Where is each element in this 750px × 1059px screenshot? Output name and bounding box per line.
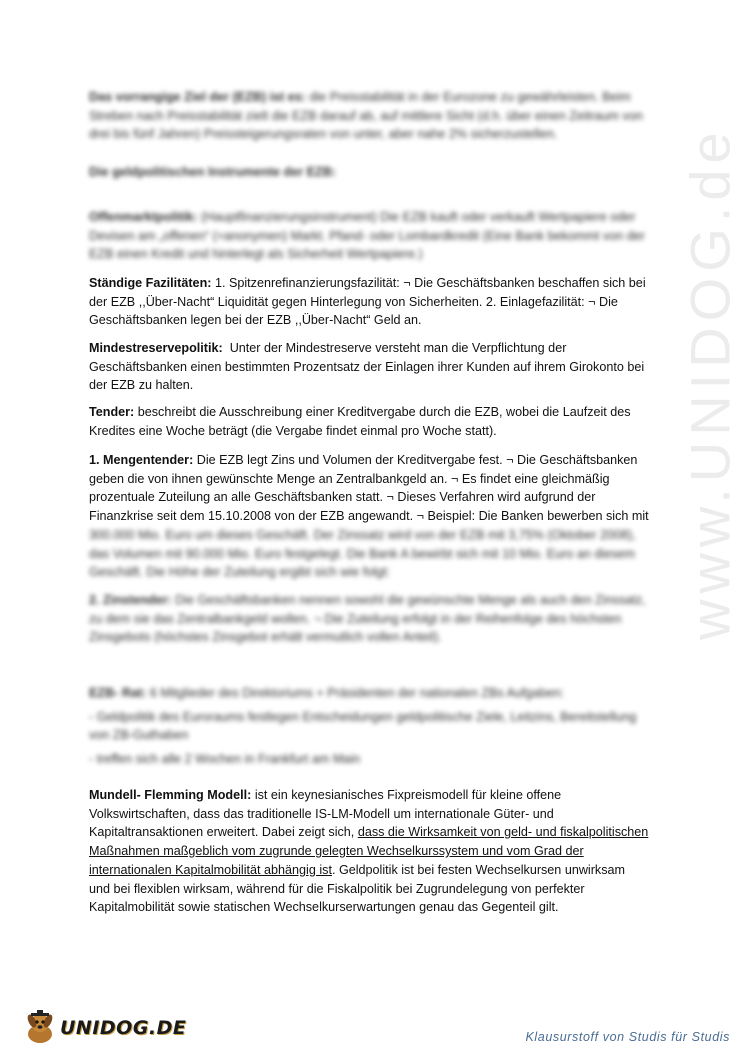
intro-text: die Preisstabilität in der Eurozone zu gewährleisten. Beim Streben nach Preisstabilität zielt die EZB darauf ab, auf mittlere Sicht (d.h. über einen Zeitraum von drei bis fünf Jahren) Preissteigerungsraten von unter, aber nahe 2% sicherzustellen. — [89, 90, 643, 142]
mundell-line7: Kapitalmobilität sowie statischen Wechselkurserwartungen genau das Gegenteil gilt. — [89, 900, 559, 915]
footer-tagline: Klausurstoff von Studis für Studis — [525, 1030, 730, 1044]
mengentender-line2: geben die von ihnen gewünschte Menge an Zentralbankgeld an. ¬ Es findet eine gleichmäßig — [89, 471, 610, 486]
ezb-rat-item2: - treffen sich alle 2 Wochen in Frankfurt am Main — [89, 752, 361, 767]
intro-heading: Das vorrangige Ziel der (EZB) ist es: — [89, 90, 306, 104]
mengentender-line4: Finanzkrise seit dem 15.10.2008 von der EZB angewandt. ¬ Beispiel: Die Banken bewerben sich mit — [89, 509, 649, 524]
logo-text: UNIDOG.DE — [60, 1017, 187, 1039]
open-market-label: Offenmarktpolitik: — [89, 210, 198, 224]
mengentender-blurred: 300.000 Mio. Euro um dieses Geschäft. Der Zinssatz wird von der EZB mit 3,75% (Oktober 2008), das Volumen mit 90.000 Mio. Euro festgelegt. Die Bank A bewirbt sich mit 10 Mio. Euro an diesem Geschäft. Die Höhe der Zuteilung ergibt sich wie folgt: — [89, 527, 636, 580]
watermark: www.UNIDOG.de — [678, 126, 742, 640]
mundell-line1: ist ein keynesianisches Fixpreismodell für kleine offene — [254, 788, 562, 802]
mengentender-paragraph — [89, 451, 659, 582]
reserve-line2: Geschäftsbanken einen bestimmten Prozentsatz der Einlagen ihrer Kunden auf ihrem Girokonto bei — [89, 359, 645, 374]
reserve-line3: der EZB zu halten. — [89, 378, 194, 393]
zinstender-label: 2. Zinstender: — [89, 593, 172, 607]
standing-line1: 1. Spitzenrefinanzierungsfazilität: ¬ Die Geschäftsbanken beschaffen sich bei — [214, 276, 646, 290]
intro-paragraph — [89, 88, 659, 144]
mundell-line3-plain: Kapitaltransaktionen erweitert. Dabei zeigt sich, — [89, 825, 355, 840]
open-market-paragraph — [89, 208, 659, 264]
mundell-line4-underlined: Maßnahmen maßgeblich vom zugrunde gelegten Wechselkurssystem und vom Grad der — [89, 844, 584, 859]
instruments-heading: Die geldpolitischen Instrumente der EZB: — [89, 165, 337, 179]
standing-label: Ständige Fazilitäten: — [89, 276, 212, 290]
unidog-logo[interactable] — [22, 1010, 186, 1046]
mundell-paragraph — [89, 786, 659, 917]
mundell-line2: Volkswirtschaften, dass das traditionelle IS-LM-Modell um internationale Güter- und — [89, 806, 554, 821]
reserve-label: Mindestreservepolitik: — [89, 341, 223, 355]
mengentender-line3: prozentuale Zuteilung an alle Geschäftsbanken statt. ¬ Dieses Verfahren wird aufgrund der — [89, 490, 596, 505]
standing-line3: Geschäftsbanken legen bei der EZB ,,Über-Nacht“ Geld an. — [89, 313, 422, 328]
ezb-rat-label: EZB- Rat: — [89, 686, 147, 700]
standing-facilities-paragraph — [89, 274, 659, 330]
tender-paragraph — [89, 403, 659, 440]
ezb-rat-paragraph — [89, 684, 659, 769]
open-market-text: (Hauptfinanzierungsinstrument) Die EZB kauft oder verkauft Wertpapiere oder Devisen am „offenen“ (=anonymen) Markt. Pfand- oder Lombardkredit (Eine Bank bekommt von der EZB einen Kredit und hinterlegt als Sicherheit Wertpapiere.) — [89, 210, 645, 262]
mengentender-line1: Die EZB legt Zins und Volumen der Kreditvergabe fest. ¬ Die Geschäftsbanken — [196, 453, 638, 467]
ezb-rat-text: 6 Mitglieder des Direktoriums + Präsidenten der nationalen ZBs Aufgaben: — [149, 686, 564, 700]
zinstender-paragraph — [89, 591, 659, 647]
ezb-rat-item1: - Geldpolitik des Euroraums festlegen Entscheidungen geldpolitische Ziele, Leitzins, Bereitstellung von ZB-Guthaben — [89, 709, 637, 743]
tender-line1: beschreibt die Ausschreibung einer Kreditvergabe durch die EZB, wobei die Laufzeit des — [137, 405, 631, 419]
zinstender-text: Die Geschäftsbanken nennen sowohl die gewünschte Menge als auch den Zinssatz, zu dem sie das Zentralbankgeld wollen. ¬ Die Zuteilung erfolgt in der Reihenfolge des höchsten Zinsgebots (höchstes Zinsgebot erhält vermutlich vollen Anteil). — [89, 593, 646, 645]
mengentender-label: 1. Mengentender: — [89, 453, 194, 467]
mundell-line6: und bei flexiblen wirksam, während für die Fiskalpolitik bei Zugrundelegung von perfekter — [89, 881, 585, 896]
mundell-line3-underlined: dass die Wirksamkeit von geld- und fiskalpolitischen — [357, 825, 649, 840]
mundell-label: Mundell- Flemming Modell: — [89, 788, 252, 802]
reserve-paragraph — [89, 339, 659, 395]
mundell-line5-underlined: internationalen Kapitalmobilität abhängig ist — [89, 862, 332, 877]
tender-line2: Kredites eine Woche beträgt (die Vergabe findet einmal pro Woche statt). — [89, 423, 497, 438]
mundell-line5-rest: . Geldpolitik ist bei festen Wechselkursen unwirksam — [331, 862, 625, 877]
reserve-line1: Unter der Mindestreserve versteht man die Verpflichtung der — [229, 341, 567, 355]
tender-label: Tender: — [89, 405, 135, 419]
dog-mascot-icon — [22, 1010, 58, 1046]
standing-line2: der EZB ,,Über-Nacht“ Liquidität gegen Hinterlegung von Sicherheiten. 2. Einlagefazilität: ¬ Die — [89, 294, 618, 309]
